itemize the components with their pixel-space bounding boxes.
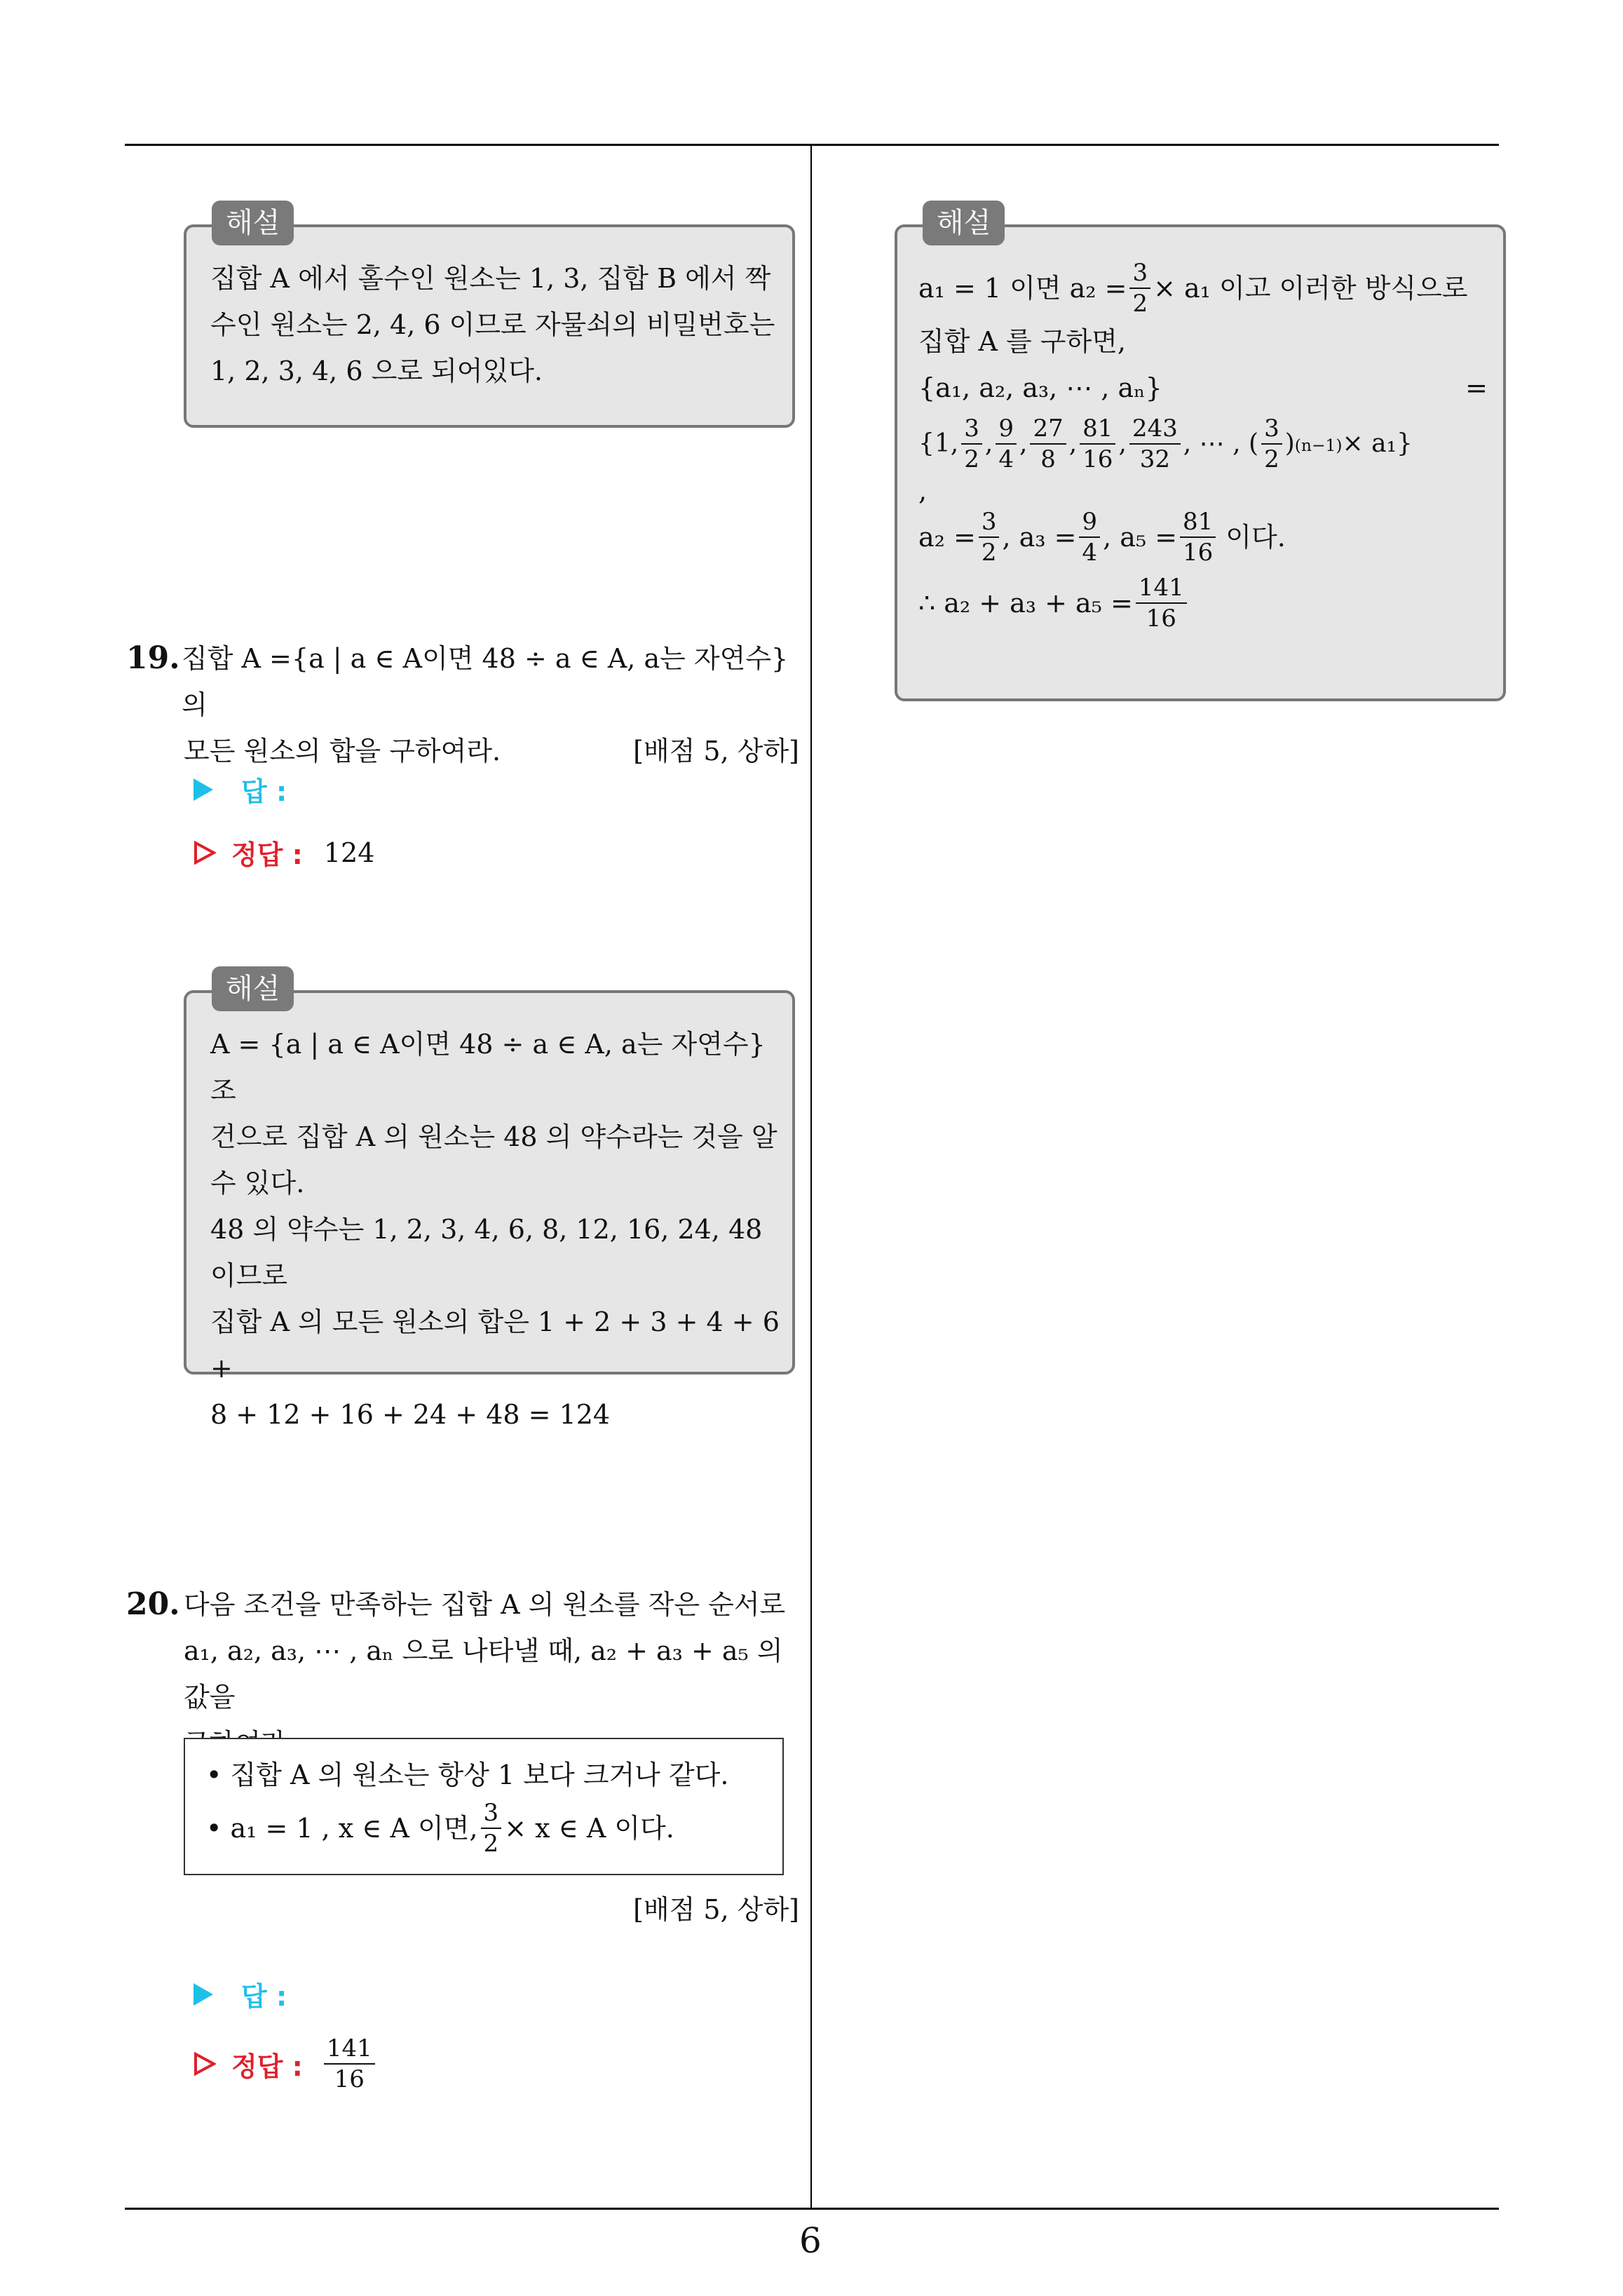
solution-line: a₁ = 1 이면 a₂ = $\frac{3}{2}$ × a₁ 이고 이러한 방식으로 [918,259,1468,318]
play-icon [193,1983,213,2006]
answer-row-20 [193,1975,287,2013]
fraction: $\frac{3}{2}$ [481,1798,502,1858]
correct-label: 정답 : [231,2051,303,2082]
top-rule [125,144,1499,146]
solution-tag: 해설 [212,966,294,1011]
solution-line: 집합 A 를 구하면, [918,326,1127,357]
solution-line: 집합 A 의 모든 원소의 합은 1 + 2 + 3 + 4 + 6 + [210,1306,780,1384]
solution-line: 1, 2, 3, 4, 6 으로 되어있다. [210,356,543,386]
fraction: $\frac{3}{2}$ [1129,258,1150,318]
solution-tag: 해설 [923,201,1005,245]
triangle-outline-icon [193,2052,216,2076]
solution-line: {a₁, a₂, a₃, ⋯ , aₙ} = [918,372,1488,403]
solution-line: , [918,475,928,506]
score-label: [배점 5, 상하] [633,736,799,767]
score-label: [배점 5, 상하] [633,1894,799,1925]
solution-line: ∴ a₂ + a₃ + a₅ = $\frac{141}{16}$ [918,569,1488,637]
solution-line: a₂ = $\frac{3}{2}$ , a₃ = $\frac{9}{4}$ , a₅ = $\frac{81}{16}$ 이다. [918,508,1286,567]
solution-line: 집합 A 에서 홀수인 원소는 1, 3, 집합 B 에서 짝 [210,263,771,294]
correct-fraction: $\frac{141}{16}$ [324,2034,375,2094]
bottom-rule [125,2208,1499,2210]
solution-box-19 [184,973,795,1430]
column-divider [810,144,812,2209]
correct-row-19 [193,833,374,872]
solution-line: A = {a | a ∈ A이면 48 ÷ a ∈ A, a는 자연수} 조 [210,1029,766,1106]
solution-box-20 [895,207,1506,701]
correct-label: 정답 : [231,839,303,870]
correct-value: 124 [323,837,375,868]
question-text: 모든 원소의 합을 구하여라. [184,736,501,767]
solution-line: 이므로 [210,1260,288,1291]
condition-box [184,1738,784,1875]
correct-row-20 [193,2034,378,2094]
answer-label: 답 : [241,1981,287,2012]
play-icon [193,778,213,801]
triangle-outline-icon [193,841,216,865]
answer-row-19 [193,770,287,809]
solution-line: 48 의 약수는 1, 2, 3, 4, 6, 8, 12, 16, 24, 48 [210,1214,763,1245]
solution-line: 건으로 집합 A 의 원소는 48 의 약수라는 것을 알 [210,1121,777,1152]
solution-line: 수 있다. [210,1168,305,1198]
condition-item: • 집합 A 의 원소는 항상 1 보다 크거나 같다. [206,1760,729,1790]
answer-label: 답 : [241,776,287,807]
question-number: 19. [126,640,180,676]
question-text: 집합 A ={a | a ∈ A이면 48 ÷ a ∈ A, a는 자연수} 의 [182,643,789,720]
solution-tag: 해설 [212,201,294,245]
condition-item: • a₁ = 1 , x ∈ A 이면, $\frac{3}{2}$ × x ∈ A 이다. [206,1799,674,1858]
solution-line: 수인 원소는 2, 4, 6 이므로 자물쇠의 비밀번호는 [210,309,775,340]
sequence-line: {1, $\frac{3}{2}$ , $\frac{9}{4}$ , $\frac{27}{8}$ , $\frac{81}{16}$ , $\frac{243}{32}$ , ⋯ , ( $\frac{3}{2}$ ) (n−1) × a₁} [918,414,1413,473]
solution-box-18 [184,207,795,428]
question-text: 다음 조건을 만족하는 집합 A 의 원소를 작은 순서로 [184,1589,786,1620]
page-number: 6 [799,2220,822,2261]
question-number: 20. [126,1586,180,1622]
question-19 [126,635,799,774]
question-text: a₁, a₂, a₃, ⋯ , aₙ 으로 나타낼 때, a₂ + a₃ + a₅ 의 값을 [184,1635,783,1713]
solution-line: 8 + 12 + 16 + 24 + 48 = 124 [210,1399,611,1430]
